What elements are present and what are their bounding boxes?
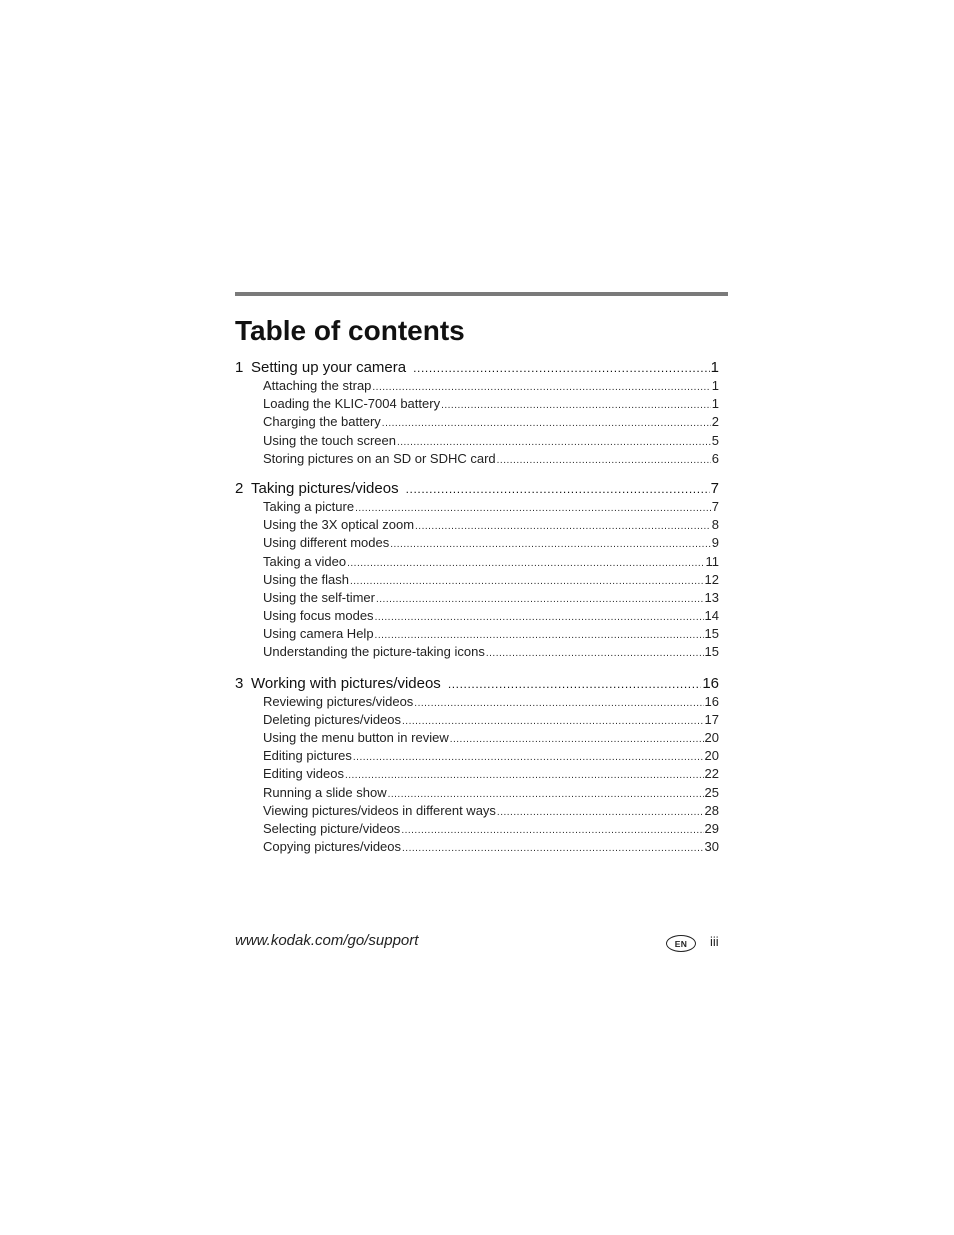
dot-leader — [415, 518, 711, 536]
entry-title: Using different modes — [263, 535, 390, 551]
entry-page: 20 — [704, 730, 719, 745]
language-badge: EN — [666, 935, 696, 952]
entry-page: 15 — [704, 644, 719, 660]
entry-page: 2 — [711, 414, 719, 430]
toc-chapter-3[interactable] — [235, 674, 719, 693]
dot-leader — [448, 675, 702, 694]
dot-leader — [497, 452, 711, 470]
entry-page: 30 — [704, 839, 719, 855]
dot-leader — [376, 591, 704, 609]
entry-title: Storing pictures on an SD or SDHC card — [263, 450, 496, 466]
entry-page: 17 — [704, 711, 719, 727]
entry-page: 13 — [704, 589, 719, 605]
dot-leader — [401, 822, 703, 840]
entry-title: Editing videos — [263, 766, 344, 782]
entry-page: 7 — [711, 498, 719, 514]
toc-entry[interactable] — [263, 498, 719, 516]
page-title: Table of contents — [235, 315, 465, 346]
toc-entry[interactable] — [263, 571, 719, 589]
entry-page: 22 — [704, 766, 719, 782]
dot-leader — [350, 573, 704, 591]
toc-entry[interactable] — [263, 784, 719, 802]
entry-page: 28 — [704, 802, 719, 818]
toc-entry[interactable] — [263, 625, 719, 643]
toc-entry[interactable] — [263, 450, 719, 468]
dot-leader — [450, 731, 704, 749]
entry-page: 9 — [711, 535, 719, 551]
entry-page: 25 — [704, 784, 719, 800]
toc-entry[interactable] — [263, 820, 719, 838]
toc-entry[interactable] — [263, 589, 719, 607]
toc-chapter-2[interactable] — [235, 479, 719, 498]
entry-title: Deleting pictures/videos — [263, 711, 402, 727]
dot-leader — [353, 749, 704, 767]
dot-leader — [497, 804, 704, 822]
entry-title: Loading the KLIC-7004 battery — [263, 396, 441, 412]
entry-title: Understanding the picture-taking icons — [263, 644, 485, 660]
entry-page: 1 — [711, 396, 719, 412]
toc-entry[interactable] — [263, 838, 719, 856]
entry-title: Using the touch screen — [263, 432, 396, 448]
entry-title: Attaching the strap — [263, 378, 372, 393]
entry-page: 29 — [704, 820, 719, 836]
toc-entry[interactable] — [263, 693, 719, 711]
dot-leader — [406, 480, 710, 499]
toc-entry[interactable] — [263, 377, 719, 395]
entry-title: Using focus modes — [263, 608, 374, 624]
toc-entry[interactable] — [263, 553, 719, 571]
entry-page: 12 — [704, 571, 719, 587]
chapter-title: Taking pictures/videos — [251, 479, 399, 497]
entry-title: Running a slide show — [263, 784, 387, 800]
toc-entry[interactable] — [263, 802, 719, 820]
toc-entry[interactable] — [263, 729, 719, 747]
entry-title: Using the menu button in review — [263, 730, 449, 745]
entry-title: Using camera Help — [263, 626, 374, 642]
entry-page: 20 — [704, 748, 719, 764]
toc-entry[interactable] — [263, 413, 719, 431]
dot-leader — [345, 767, 704, 785]
toc-entry[interactable] — [263, 643, 719, 661]
toc-entry[interactable] — [263, 432, 719, 450]
chapter-page: 16 — [702, 674, 719, 692]
entry-page: 16 — [704, 693, 719, 709]
entry-page: 1 — [711, 378, 719, 393]
entry-title: Using the flash — [263, 571, 349, 587]
entry-page: 14 — [704, 608, 719, 624]
dot-leader — [382, 415, 711, 433]
chapter-page: 1 — [710, 359, 719, 376]
entry-page: 11 — [705, 553, 719, 569]
toc-entry[interactable] — [263, 747, 719, 765]
header-rule — [235, 292, 728, 296]
entry-title: Using the self-timer — [263, 589, 375, 605]
dot-leader — [390, 536, 711, 554]
entry-title: Viewing pictures/videos in different ways — [263, 802, 496, 818]
chapter-number: 3 — [235, 674, 244, 692]
entry-title: Taking a video — [263, 553, 347, 569]
chapter-number: 2 — [235, 479, 244, 497]
entry-page: 6 — [711, 450, 719, 466]
toc-entry[interactable] — [263, 395, 719, 413]
entry-title: Reviewing pictures/videos — [263, 693, 414, 709]
entry-title: Selecting picture/videos — [263, 820, 401, 836]
page-number: iii — [710, 934, 719, 949]
toc-entry[interactable] — [263, 607, 719, 625]
chapter-page: 7 — [710, 479, 719, 497]
entry-title: Using the 3X optical zoom — [263, 517, 415, 533]
entry-title: Taking a picture — [263, 498, 355, 514]
toc-chapter-1[interactable] — [235, 358, 719, 377]
dot-leader — [441, 397, 711, 415]
toc-entry[interactable] — [263, 516, 719, 534]
table-of-contents — [235, 358, 719, 856]
chapter-title: Setting up your camera — [251, 359, 407, 376]
entry-title: Charging the battery — [263, 414, 381, 430]
dot-leader — [486, 645, 704, 663]
dot-leader — [414, 695, 703, 713]
toc-entry[interactable] — [263, 534, 719, 552]
entry-page: 8 — [711, 517, 719, 533]
dot-leader — [375, 609, 704, 627]
support-url-link[interactable]: www.kodak.com/go/support — [235, 932, 419, 949]
toc-entry[interactable] — [263, 711, 719, 729]
toc-entry[interactable] — [263, 765, 719, 783]
dot-leader — [413, 359, 710, 378]
entry-title: Editing pictures — [263, 748, 352, 764]
chapter-number: 1 — [235, 359, 244, 376]
entry-title: Copying pictures/videos — [263, 839, 402, 855]
entry-page: 5 — [711, 432, 719, 448]
chapter-title: Working with pictures/videos — [251, 674, 441, 692]
entry-page: 15 — [704, 626, 719, 642]
dot-leader — [347, 555, 704, 573]
dot-leader — [402, 840, 704, 858]
